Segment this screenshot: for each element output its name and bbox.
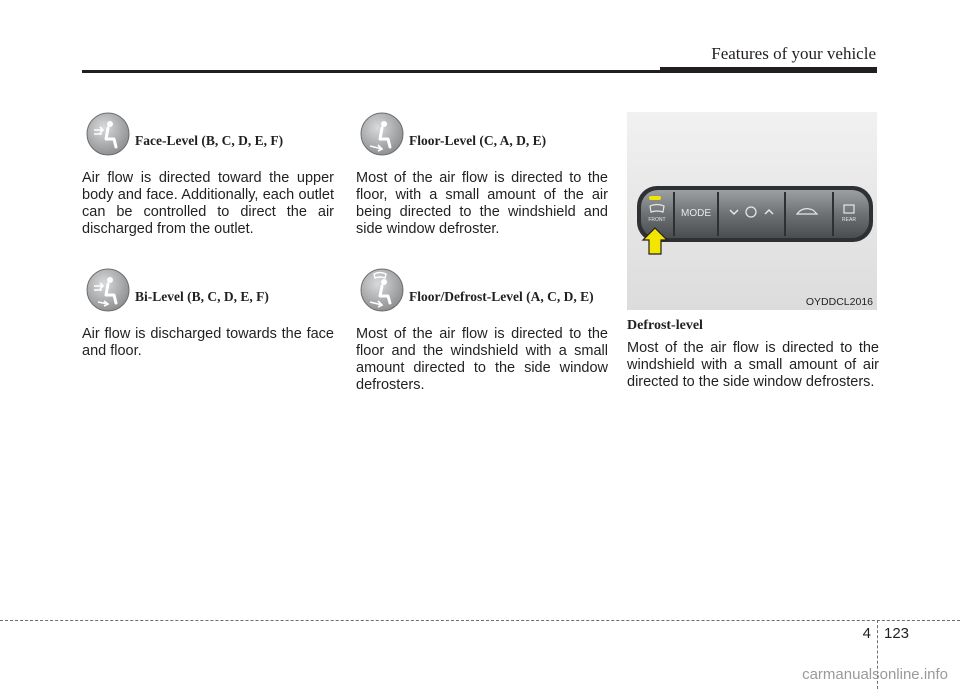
- page-number: 123: [884, 625, 910, 642]
- face-level-heading-row: [82, 112, 334, 158]
- header-rule-accent: [660, 67, 877, 73]
- column-2: [356, 112, 608, 394]
- face-level-icon: [86, 112, 130, 156]
- floor-level-heading-row: [356, 112, 608, 158]
- floor-level-icon: [360, 112, 404, 156]
- column-1: [82, 112, 334, 360]
- watermark: carmanualsonline.info: [802, 666, 948, 683]
- floor-level-heading: Floor-Level (C, A, D, E): [409, 133, 547, 148]
- rear-label: REAR: [842, 217, 856, 223]
- page-header-title: Features of your vehicle: [711, 44, 876, 63]
- defrost-level-text: Most of the air flow is directed to the windshield with a small amount of air directed to the side window defrosters.: [627, 340, 879, 390]
- mode-label: MODE: [681, 208, 711, 219]
- floor-defrost-heading-row: [356, 268, 608, 314]
- footer-rule: [0, 620, 960, 621]
- photo-code: OYDDCL2016: [805, 296, 873, 308]
- face-level-heading: Face-Level (B, C, D, E, F): [135, 133, 284, 148]
- control-panel-illustration: [627, 112, 877, 310]
- bi-level-icon: [86, 268, 130, 312]
- floor-level-text: Most of the air flow is directed to the floor, with a small amount of the air being directed to the windshield and side window defroster.: [356, 170, 608, 237]
- floor-defrost-icon: [360, 268, 404, 312]
- bi-level-text: Air flow is discharged towards the face and floor.: [82, 326, 334, 359]
- column-3: [627, 112, 879, 391]
- defrost-level-heading: Defrost-level: [627, 318, 703, 333]
- floor-defrost-text: Most of the air flow is directed to the floor and the windshield with a small amount directed to the side window defrosters.: [356, 326, 608, 393]
- floor-defrost-heading: Floor/Defrost-Level (A, C, D, E): [409, 289, 594, 304]
- bi-level-heading: Bi-Level (B, C, D, E, F): [135, 289, 269, 304]
- chapter-number: 4: [862, 625, 871, 642]
- face-level-text: Air flow is directed toward the upper body and face. Additionally, each outlet can be controlled to direct the air discharged from the outlet.: [82, 170, 334, 237]
- bi-level-heading-row: [82, 268, 334, 314]
- front-label: FRONT: [648, 217, 666, 223]
- control-panel-photo: [627, 112, 877, 310]
